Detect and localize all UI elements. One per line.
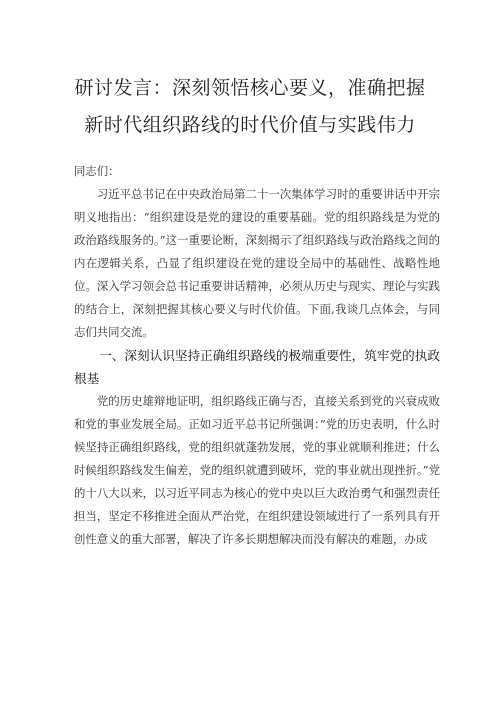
- paragraph-section-1: 党的历史雄辩地证明，组织路线正确与否，直接关系到党的兴衰成败和党的事业发展全局。正如习近平总书记所强调：”党的历史表明，什么时候坚持正确组织路线，党的组织就蓬勃发展，党的事业就顺利推进；什么时候组织路线发生偏差，党的组织就遭到破坏，党的事业就出现挫折。”党的十八大以来，以习近平同志为核心的党中央以巨大政治勇气和强烈责任担当，坚定不移推进全面从严治党，在组织建设领域进行了一系列具有开创性意义的重大部署，解决了许多长期想解决而没有解决的难题，办成: [74, 394, 440, 546]
- title-line-2: 新时代组织路线的时代价值与实践伟力: [84, 114, 416, 136]
- section-heading-1: 一、深刻认识坚持正确组织路线的极端重要性，筑牢党的执政根基: [74, 348, 440, 386]
- salutation: 同志们：: [74, 164, 120, 178]
- document-title: [0, 70, 500, 144]
- title-line-1: 研讨发言：深刻领悟核心要义，准确把握: [74, 77, 426, 99]
- paragraph-intro: 习近平总书记在中央政治局第二十一次集体学习时的重要讲话中开宗明义地指出：“组织建设是党的建设的重要基础。党的组织路线是为党的政治路线服务的。”这一重要论断，深刻揭示了组织路线与政治路线之间的内在逻辑关系，凸显了组织建设在党的建设全局中的基础性、战略性地位。深入学习领会总书记重要讲话精神，必须从历史与现实、理论与实践的结合上，深刻把握其核心要义与时代价值。下面,我谈几点体会，与同志们共同交流。: [74, 187, 440, 339]
- document-body: [74, 160, 440, 551]
